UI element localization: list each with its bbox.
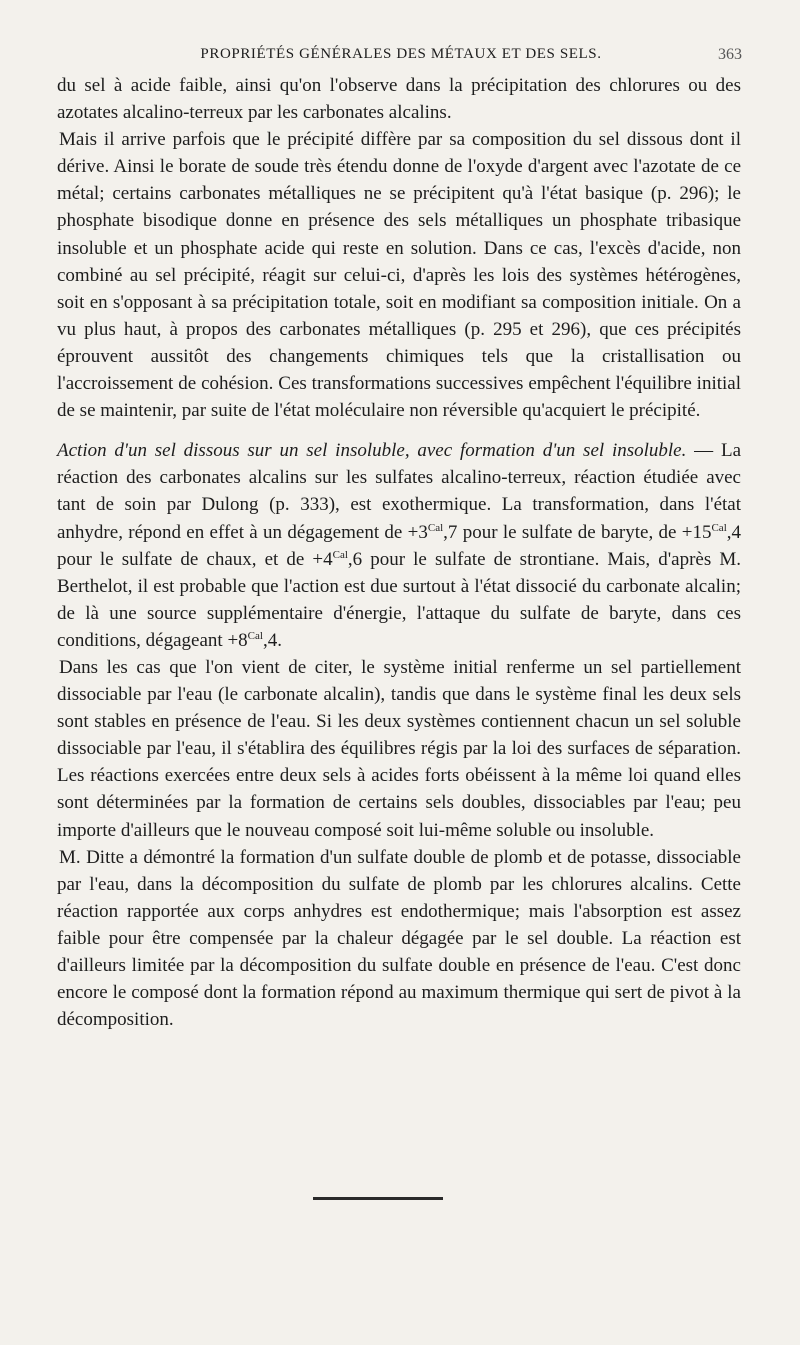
heat-value-baryte: +3 — [407, 521, 428, 543]
paragraph-1: du sel à acide faible, ainsi qu'on l'observe dans la précipitation des chlorures ou des azotates alcalino-terreux par les carbonates alcalins. — [57, 75, 741, 124]
paragraph-2: Mais il arrive parfois que le précipité diffère par sa composition du sel dissous dont il dérive. Ainsi le borate de soude très étendu donne de l'oxyde d'argent avec l'azotate de ce métal; certains carbonates métalliques ne se précipitent qu'à l'état basique (p. 296); le phosphate bisodique donne en présence des sels métalliques un phosphate tribasique insoluble et un phosphate acide qui reste en solution. Dans ce cas, l'excès d'acide, non combiné au sel précipité, réagit sur celui-ci, d'après les lois des systèmes hétérogènes, soit en s'opposant à sa précipitation totale, soit en modifiant sa composition initiale. On a vu plus haut, à propos des carbonates métalliques (p. 295 et 296), que ces précipités éprouvent aussitôt des changements chimiques tels que la cristallisation ou l'accroissement de cohésion. Ces transformations successives empêchent l'équilibre initial de se maintenir, par suite de l'état moléculaire non réversible qu'acquiert le précipité. — [57, 129, 741, 422]
heat-value-strontiane: +4 — [312, 548, 333, 570]
unit-cal-2: Cal — [711, 521, 727, 534]
heat-value-baryte-tail: ,7 — [443, 521, 458, 543]
heat-value-chaux-tail: ,4 — [726, 521, 741, 543]
end-rule — [313, 1197, 443, 1200]
heat-value-attaque: +8 — [227, 629, 248, 651]
paragraph-3-text-c: pour le sulfate de chaux, et de — [57, 548, 313, 570]
running-header — [60, 44, 742, 68]
paragraph-4: Dans les cas que l'on vient de citer, le système initial renferme un sel partiellement dissociable par l'eau (le carbonate alcalin), tandis que dans le système final les deux sels sont stables en présence de l'eau. Si les deux systèmes contiennent chacun un sel soluble dissociable par l'eau, il s'établira des équilibres régis par la loi des surfaces de séparation. Les réactions exercées entre deux sels à acides forts obéissent à la même loi quand elles sont déterminées par la formation de certains sels doubles, dissociables par l'eau; peu importe d'ailleurs que le nouveau composé soit lui-même soluble ou insoluble. — [57, 656, 741, 841]
section-title: Action d'un sel dissous sur un sel insoluble, avec formation d'un sel insoluble. — [57, 440, 687, 462]
unit-cal-4: Cal — [247, 629, 263, 642]
unit-cal-1: Cal — [427, 521, 444, 534]
running-title: PROPRIÉTÉS GÉNÉRALES DES MÉTAUX ET DES SELS. — [200, 46, 602, 62]
page-number: 363 — [718, 46, 742, 63]
paragraph-5: M. Ditte a démontré la formation d'un sulfate double de plomb et de potasse, dissociable par l'eau, dans la décomposition du sulfate de plomb par les chlorures alcalins. Cette réaction rapportée aux corps anhydres est endothermique; mais l'absorption est assez faible pour être compensée par la chaleur dégagée par le sel double. La réaction est d'ailleurs limitée par la décomposition du sulfate double en présence de l'eau. C'est donc encore le composé dont la formation répond au maximum thermique qui sert de pivot à la décomposition. — [57, 846, 741, 1031]
paragraph-3-text-b: pour le sulfate de baryte, de — [457, 521, 682, 543]
paragraph-3-text-a: — La réaction des carbonates alcalins sur les sulfates alcalino-terreux, réaction étudiée avec tant de soin par Dulong (p. 333), est exothermique. La transformation, dans l'état anhydre, répond en effet à un dégagement de — [57, 440, 741, 543]
paragraph-3 — [57, 437, 741, 654]
paragraph-3-text-d: pour le sulfate de strontiane. Mais, d'après M. Berthelot, il est probable que l'action est due surtout à l'état dissocié du carbonate alcalin; de là une source supplémentaire d'énergie, l'attaque du sulfate de baryte, dans ces conditions, dégageant — [57, 548, 741, 651]
body-text — [57, 72, 741, 1033]
unit-cal-3: Cal — [332, 548, 348, 561]
heat-value-strontiane-tail: ,6 — [347, 548, 363, 570]
heat-value-attaque-tail: ,4. — [262, 629, 282, 651]
heat-value-chaux: +15 — [681, 521, 712, 543]
